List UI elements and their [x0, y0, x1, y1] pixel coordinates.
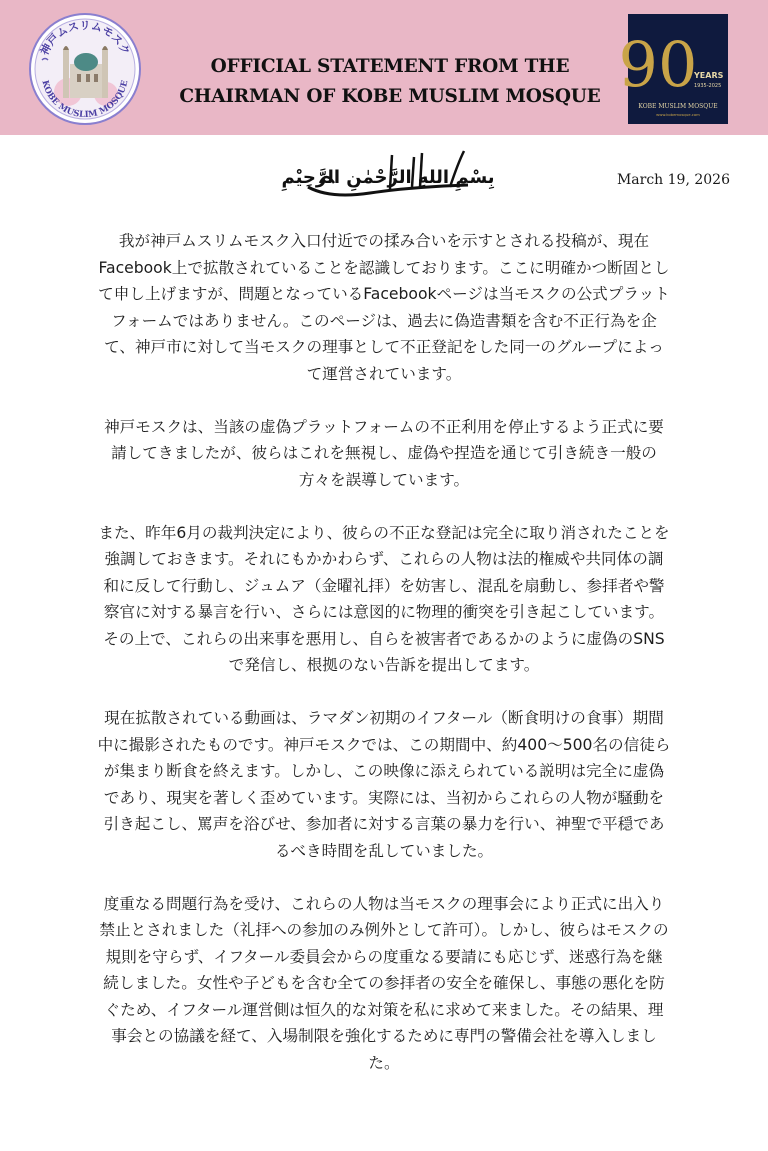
paragraph: [38, 520, 730, 679]
statement-body: [38, 228, 730, 1103]
bismillah-text: بِسْمِ اللهِ الرَّحْمٰنِ الرَّحِيْمِ: [281, 167, 495, 188]
paragraph-line: で発信し、根拠のない告訴を提出してます。: [228, 656, 540, 674]
statement-title: [160, 52, 620, 112]
logo-left-text: 神戸ムスリムモスク: [37, 19, 133, 58]
logo-right-number: 90: [618, 28, 698, 101]
paragraph-line: 強調しておきます。それにもかかわらず、これらの人物は法的権威や共同体の調: [104, 550, 664, 568]
paragraph-line: 規則を守らず、イフタール委員会からの度重なる要請にも応じず、迷惑行為を継: [105, 947, 663, 966]
paragraph: [38, 891, 730, 1077]
paragraph-line: ぐため、イフタール運営側は恒久的な対策を私に求めて来ました。その結果、理: [104, 1000, 664, 1019]
mosque-logo: [28, 12, 142, 126]
logo-right-name: KOBE MUSLIM MOSQUE: [638, 103, 718, 110]
paragraph-line: 我が神戸ムスリムモスク入口付近での揉み合いを示すとされる投稿が、現在: [118, 232, 650, 250]
paragraph-line: フォームではありません。このページは、過去に偽造書類を含む不正行為を企: [111, 311, 657, 330]
paragraph-line: 神戸モスクは、当該の虚偽プラットフォームの不正利用を停止するよう正式に要: [104, 417, 664, 436]
paragraph-line: て申し上げますが、問題となっているFacebookページは当モスクの公式プラット: [98, 285, 670, 303]
paragraph-line: 和に反して行動し、ジュムア（金曜礼拝）を妨害し、混乱を扇動し、参拝者や警: [103, 576, 665, 595]
bismillah-calligraphy: [281, 143, 495, 205]
paragraph-line: 察官に対する暴言を行い、さらには意図的に物理的衝突を引き起こしています。: [103, 603, 665, 621]
ninety-years-logo: [618, 14, 728, 124]
logo-right-span: 1935-2025: [694, 83, 722, 89]
paragraph-line: その上で、これらの出来事を悪用し、自らを被害者であるかのように虚偽のSNS: [103, 629, 665, 648]
paragraph-line: 請してきましたが、彼らはこれを無視し、虚偽や捏造を通じて引き続き一般の: [111, 444, 657, 462]
paragraph-line: が集まり断食を終えます。しかし、この映像に添えられている説明は完全に虚偽: [103, 762, 665, 780]
paragraph-line: Facebook上で拡散されていることを認識しております。ここに明確かつ断固とし: [98, 258, 670, 277]
logo-right-years: YEARS: [694, 71, 724, 80]
paragraph: [38, 414, 730, 494]
paragraph-line: て運営されています。: [306, 364, 462, 383]
paragraph-line: て、神戸市に対して当モスクの理事として不正登記をした同一のグループによっ: [104, 338, 664, 356]
title-line-2: CHAIRMAN OF KOBE MUSLIM MOSQUE: [179, 86, 601, 107]
logo-right-url: www.kobemosque.com: [656, 112, 700, 117]
paragraph-line: 続しました。女性や子どもを含む全ての参拝者の安全を確保し、事態の悪化を防: [103, 974, 665, 992]
title-line-1: OFFICIAL STATEMENT FROM THE: [210, 56, 570, 77]
paragraph-line: た。: [368, 1053, 400, 1072]
paragraph-line: 現在拡散されている動画は、ラマダン初期のイフタール（断食明けの食事）期間: [104, 709, 664, 727]
paragraph-line: 度重なる問題行為を受け、これらの人物は当モスクの理事会により正式に出入り: [103, 894, 665, 913]
paragraph-line: 禁止とされました（礼拝への参加のみ例外として許可）。しかし、彼らはモスクの: [99, 921, 669, 939]
paragraph-line: 引き起こし、罵声を浴びせ、参加者に対する言葉の暴力を行い、神聖で平穏であ: [103, 815, 665, 833]
header-banner: [0, 0, 768, 135]
logo-left-subtext: KOBE MUSLIM MOSQUE: [39, 79, 131, 121]
paragraph-line: るべき時間を乱していました。: [274, 841, 494, 860]
paragraph-line: 方々を誤導しています。: [298, 470, 470, 489]
paragraph: [38, 705, 730, 864]
paragraph: [38, 228, 730, 387]
paragraph-line: 事会との協議を経て、入場制限を強化するために専門の警備会社を導入しまし: [111, 1027, 657, 1045]
statement-date: March 19, 2026: [616, 172, 730, 188]
paragraph-line: であり、現実を著しく歪めています。実際には、当初からこれらの人物が騒動を: [103, 788, 665, 807]
paragraph-line: また、昨年6月の裁判決定により、彼らの不正な登記は完全に取り消されたことを: [98, 523, 670, 542]
paragraph-line: 中に撮影されたものです。神戸モスクでは、この期間中、約400〜500名の信徒ら: [97, 735, 671, 754]
